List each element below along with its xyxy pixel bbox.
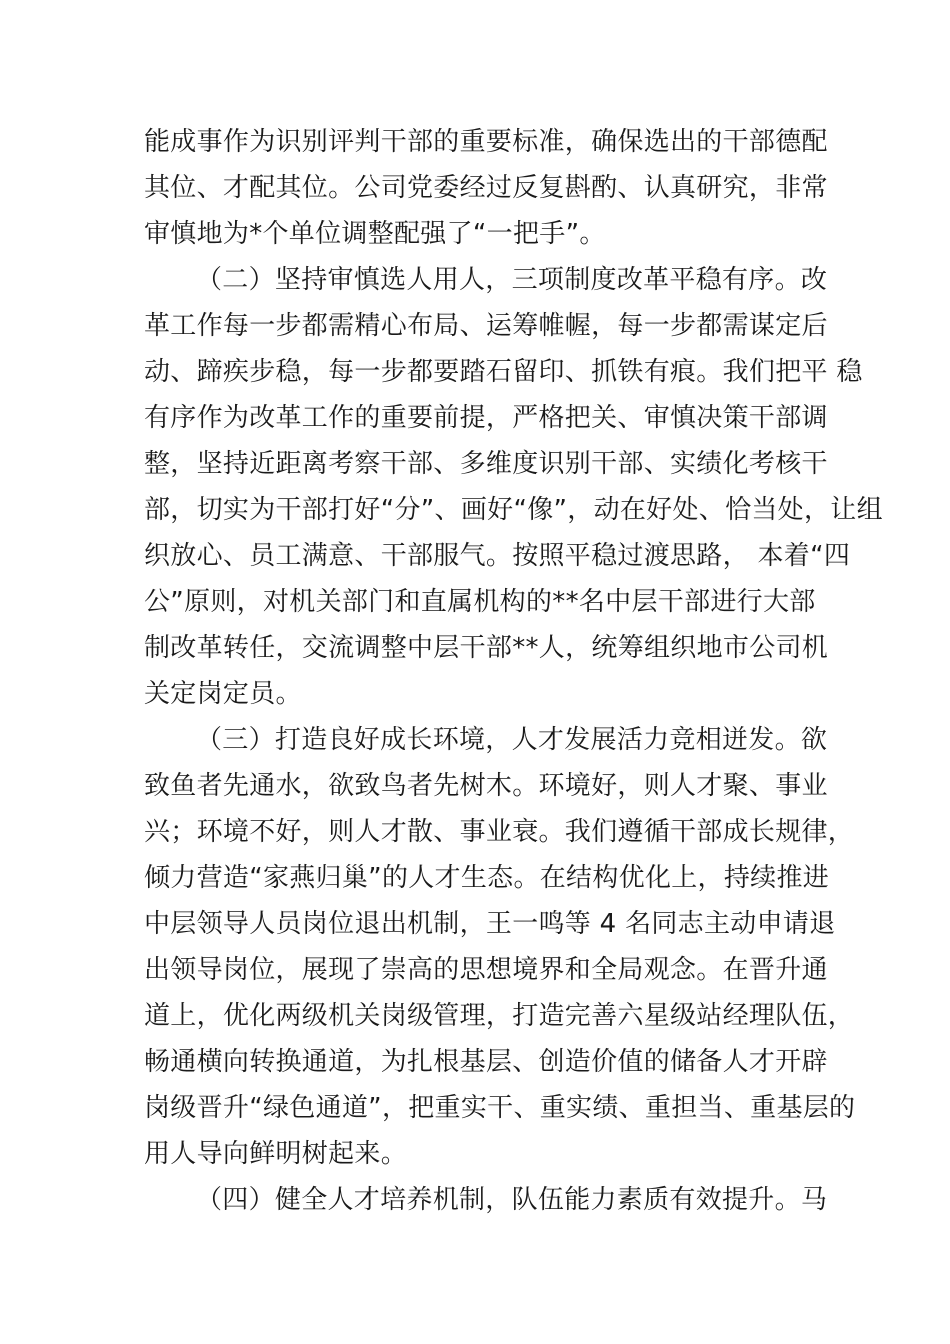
- paragraph-line: 其位、才配其位。公司党委经过反复斟酌、认真研究，非常: [144, 173, 828, 203]
- paragraph-line: 部，切实为干部打好“分”、画好“像”，动在好处、恰当处，让组: [144, 495, 883, 525]
- paragraph-line: 能成事作为识别评判干部的重要标准，确保选出的干部德配: [144, 127, 828, 157]
- paragraph-line: 制改革转任，交流调整中层干部**人，统筹组织地市公司机: [144, 633, 829, 663]
- paragraph-line: 动、蹄疾步稳，每一步都要踏石留印、抓铁有痕。我们把平 稳: [144, 357, 863, 387]
- paragraph-line: 致鱼者先通水，欲致鸟者先树木。环境好，则人才聚、事业: [144, 771, 828, 801]
- paragraph-line: 用人导向鲜明树起来。: [144, 1139, 408, 1169]
- paragraph-line: 畅通横向转换通道，为扎根基层、创造价值的储备人才开辟: [144, 1047, 828, 1077]
- section-heading-line: （四）健全人才培养机制，队伍能力素质有效提升。马: [196, 1185, 828, 1215]
- paragraph-line: 有序作为改革工作的重要前提，严格把关、审慎决策干部调: [144, 403, 828, 433]
- paragraph-line: 审慎地为*个单位调整配强了“一把手”。: [144, 219, 606, 249]
- paragraph-line: 整，坚持近距离考察干部、多维度识别干部、实绩化考核干: [144, 449, 828, 479]
- paragraph-line: 公”原则，对机关部门和直属机构的**名中层干部进行大部: [144, 587, 816, 617]
- paragraph-line: 中层领导人员岗位退出机制，王一鸣等 4 名同志主动申请退: [144, 909, 836, 939]
- section-heading-line: （三）打造良好成长环境，人才发展活力竞相迸发。欲: [196, 725, 828, 755]
- section-heading-line: （二）坚持审慎选人用人，三项制度改革平稳有序。改: [196, 265, 828, 295]
- paragraph-line: 兴；环境不好，则人才散、事业衰。我们遵循干部成长规律，: [144, 817, 855, 847]
- paragraph-line: 倾力营造“家燕归巢”的人才生态。在结构优化上，持续推进: [144, 863, 830, 893]
- paragraph-line: 关定岗定员。: [144, 679, 302, 709]
- paragraph-line: 革工作每一步都需精心布局、运筹帷幄，每一步都需谋定后: [144, 311, 828, 341]
- paragraph-line: 织放心、员工满意、干部服气。按照平稳过渡思路， 本着“四: [144, 541, 851, 571]
- paragraph-line: 出领导岗位，展现了崇高的思想境界和全局观念。在晋升通: [144, 955, 828, 985]
- paragraph-line: 岗级晋升“绿色通道”，把重实干、重实绩、重担当、重基层的: [144, 1093, 856, 1123]
- paragraph-line: 道上，优化两级机关岗级管理，打造完善六星级站经理队伍，: [144, 1001, 855, 1031]
